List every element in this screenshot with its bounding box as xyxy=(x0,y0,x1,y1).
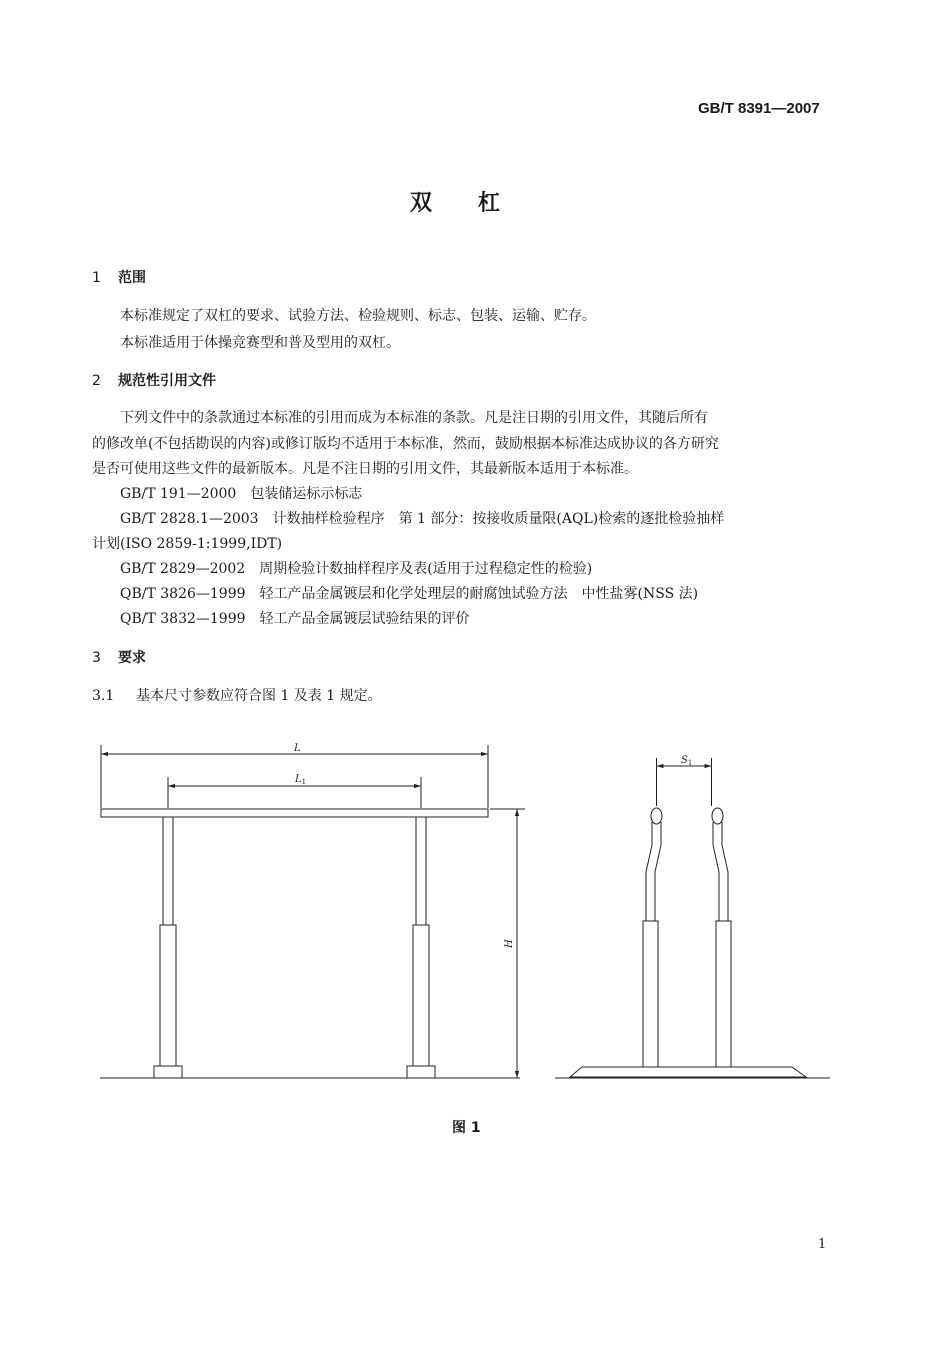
page-number: 1 xyxy=(818,1237,827,1252)
label-S1 xyxy=(681,755,692,767)
side-base xyxy=(570,1067,806,1077)
section-number: 2 xyxy=(92,373,101,389)
reference-item: QB/T 3832—1999 轻工产品金属镀层试验结果的评价 xyxy=(120,611,470,627)
upright-upper xyxy=(163,817,173,925)
base-foot xyxy=(154,1066,182,1078)
clause-text: 基本尺寸参数应符合图 1 及表 1 规定。 xyxy=(136,688,382,704)
rail-cross-section xyxy=(712,808,723,824)
reference-item: GB/T 2829—2002 周期检验计数抽样程序及表(适用于过程稳定性的检验) xyxy=(120,561,593,577)
standard-number: GB/T 8391—2007 xyxy=(698,100,820,117)
paragraph-line: 的修改单(不包括勘误的内容)或修订版均不适用于本标准，然而，鼓励根据本标准达成协议的各方研究 xyxy=(92,436,719,452)
base-foot xyxy=(407,1066,435,1078)
figure-caption: 图 1 xyxy=(452,1120,481,1136)
side-post-lower xyxy=(643,921,658,1067)
section-title: 范围 xyxy=(118,270,146,286)
upright-upper xyxy=(416,817,426,925)
side-post-lower xyxy=(716,921,731,1067)
reference-item: QB/T 3826—1999 轻工产品金属镀层和化学处理层的耐腐蚀试验方法 中性盐雾(NSS 法) xyxy=(120,586,699,602)
section-number: 3 xyxy=(92,650,101,666)
section-number: 1 xyxy=(92,270,101,286)
paragraph: 本标准适用于体操竞赛型和普及型用的双杠。 xyxy=(120,335,400,351)
upright-lower xyxy=(413,925,429,1067)
label-main: L xyxy=(295,774,302,785)
label-main: S xyxy=(681,755,688,766)
label-subscript: 1 xyxy=(687,759,693,767)
paragraph-line: 下列文件中的条款通过本标准的引用而成为本标准的条款。凡是注日期的引用文件，其随后所有 xyxy=(120,410,708,426)
label-L1 xyxy=(294,774,306,786)
paragraph: 本标准规定了双杠的要求、试验方法、检验规则、标志、包装、运输、贮存。 xyxy=(120,308,596,324)
label-subscript: 1 xyxy=(301,778,307,786)
reference-item-continuation: 计划(ISO 2859-1:1999,IDT) xyxy=(92,536,283,552)
reference-item: GB/T 191—2000 包装储运标示标志 xyxy=(120,486,363,502)
label-L: L xyxy=(294,743,301,754)
section-title: 规范性引用文件 xyxy=(118,373,216,389)
paragraph-line: 是否可使用这些文件的最新版本。凡是不注日期的引用文件，其最新版本适用于本标准。 xyxy=(92,461,638,477)
upright-lower xyxy=(160,925,176,1067)
document-title: 双杠 xyxy=(410,191,547,216)
clause-number: 3.1 xyxy=(92,688,115,704)
side-post-upper xyxy=(646,822,661,921)
section-title: 要求 xyxy=(118,650,146,666)
rail xyxy=(101,809,488,817)
side-post-upper xyxy=(713,822,728,921)
label-H: H xyxy=(504,939,515,948)
reference-item: GB/T 2828.1—2003 计数抽样检验程序 第 1 部分：按接收质量限(AQL)检索的逐批检验抽样 xyxy=(120,511,725,527)
rail-cross-section xyxy=(651,808,662,824)
